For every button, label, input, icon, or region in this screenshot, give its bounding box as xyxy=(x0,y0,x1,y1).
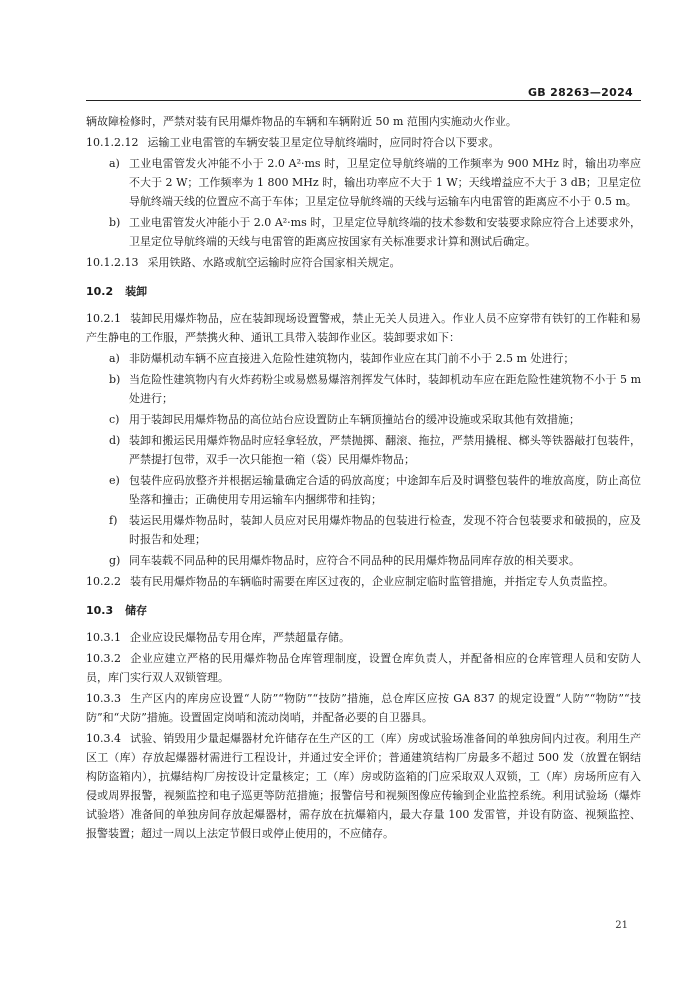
clause-text: 装卸民用爆炸物品，应在装卸现场设置警戒，禁止无关人员进入。作业人员不应穿带有铁钉的工作鞋和易产生静电的工作服，严禁携火种、通讯工具带入装卸作业区。装卸要求如下： xyxy=(86,312,641,344)
clause xyxy=(86,133,641,152)
list-item-text: 同车装载不同品种的民用爆炸物品时，应符合不同品种的民用爆炸物品同库存放的相关要求。 xyxy=(129,554,580,567)
clause-number: 10.1.2.12 xyxy=(86,136,139,149)
list-item xyxy=(86,410,641,429)
list-item-marker: b) xyxy=(109,216,121,229)
section-heading xyxy=(86,601,641,620)
clause xyxy=(86,729,641,843)
list-item-marker: a) xyxy=(109,352,120,365)
list-item-marker: c) xyxy=(109,413,120,426)
clause xyxy=(86,309,641,347)
list-item-text: 包装件应码放整齐并根据运输量确定合适的码放高度；中途卸车后及时调整包装件的堆放高度，防止高位坠落和撞击；正确使用专用运输车内捆绑带和挂钩； xyxy=(129,474,641,506)
section-number: 10.3 xyxy=(86,604,114,617)
list-item-marker: d) xyxy=(109,434,121,447)
list-item xyxy=(86,154,641,211)
section-heading xyxy=(86,282,641,301)
clause-text: 试验、销毁用少量起爆器材允许储存在生产区的工（库）房或试验场准备间的单独房间内过夜。利用生产区工（库）存放起爆器材需进行工程设计，并通过安全评价；普通建筑结构厂房最多不超过 500 发（放置在钢结构防盗箱内），抗爆结构厂房按设计定量核定；工（库）房或防盗箱的门应采取双人双锁，工（库）房场所应有入侵或周界报警，视频监控和电子巡更等防范措施；报警信号和视频图像应传输到企业监控系统。利用试验场（爆炸试验塔）准备间的单独房间存放起爆器材，需存放在抗爆箱内，最大存量 100 发雷管，并设有防盗、视频监控、报警装置；超过一周以上法定节假日或停止使用的，不应储存。 xyxy=(86,732,641,840)
paragraph: 辆故障检修时，严禁对装有民用爆炸物品的车辆和车辆附近 50 m 范围内实施动火作业。 xyxy=(86,115,517,128)
clause xyxy=(86,628,641,647)
page-number: 21 xyxy=(615,920,628,931)
clause-text: 企业应设民爆物品专用仓库，严禁超量存储。 xyxy=(130,631,350,644)
clause-number: 10.3.1 xyxy=(86,631,121,644)
list-item-text: 装卸和搬运民用爆炸物品时应轻拿轻放，严禁抛掷、翻滚、拖拉，严禁用撬棍、榔头等铁器敲打包装件，严禁提打包带，双手一次只能抱一箱（袋）民用爆炸物品； xyxy=(129,434,641,466)
list-item xyxy=(86,213,641,251)
clause-number: 10.3.4 xyxy=(86,732,121,745)
section-title: 装卸 xyxy=(125,285,148,298)
clause xyxy=(86,649,641,687)
list-item-text: 非防爆机动车辆不应直接进入危险性建筑物内，装卸作业应在其门前不小于 2.5 m 处进行； xyxy=(129,352,575,365)
section-title: 储存 xyxy=(125,604,148,617)
list-item-text: 装运民用爆炸物品时，装卸人员应对民用爆炸物品的包装进行检查，发现不符合包装要求和破损的，应及时报告和处理； xyxy=(129,514,641,546)
list-item xyxy=(86,370,641,408)
clause xyxy=(86,689,641,727)
list-item-marker: a) xyxy=(109,157,120,170)
clause-text: 企业应建立严格的民用爆炸物品仓库管理制度，设置仓库负责人，并配备相应的仓库管理人员和安防人员，库门实行双人双锁管理。 xyxy=(86,652,641,684)
clause xyxy=(86,572,641,591)
list-item xyxy=(86,431,641,469)
standard-number: GB 28263—2024 xyxy=(527,86,633,99)
clause-text: 运输工业电雷管的车辆安装卫星定位导航终端时，应同时符合以下要求。 xyxy=(147,136,500,149)
list-item xyxy=(86,471,641,509)
list-item xyxy=(86,349,641,368)
clause xyxy=(86,253,641,272)
document-body xyxy=(86,112,641,845)
section-number: 10.2 xyxy=(86,285,114,298)
clause-number: 10.3.2 xyxy=(86,652,121,665)
clause-number: 10.1.2.13 xyxy=(86,256,139,269)
clause-text: 装有民用爆炸物品的车辆临时需要在库区过夜的，企业应制定临时监管措施，并指定专人负责监控。 xyxy=(130,575,614,588)
clause-text: 采用铁路、水路或航空运输时应符合国家相关规定。 xyxy=(147,256,401,269)
list-item-marker: g) xyxy=(109,554,121,567)
list-item-text: 工业电雷管发火冲能小于 2.0 A²·ms 时，卫星定位导航终端的技术参数和安装要求除应符合上述要求外，卫星定位导航终端的天线与电雷管的距离应按国家有关标准要求计算和测试后确定。 xyxy=(129,216,641,248)
header-rule xyxy=(86,100,641,101)
list-item-text: 当危险性建筑物内有火炸药粉尘或易燃易爆溶剂挥发气体时，装卸机动车应在距危险性建筑物不小于 5 m 处进行； xyxy=(129,373,641,405)
clause-number: 10.2.1 xyxy=(86,312,121,325)
list-item-marker: e) xyxy=(109,474,120,487)
list-item-marker: b) xyxy=(109,373,121,386)
clause-text: 生产区内的库房应设置“人防”“物防”“技防”措施，总仓库区应按 GA 837 的规定设置“人防”“物防”“技防”和“犬防”措施。设置固定岗哨和流动岗哨，并配备必要的自卫器具。 xyxy=(86,692,641,724)
list-item-text: 用于装卸民用爆炸物品的高位站台应设置防止车辆顶撞站台的缓冲设施或采取其他有效措施； xyxy=(129,413,580,426)
list-item-marker: f) xyxy=(109,514,118,527)
list-item xyxy=(86,551,641,570)
list-item xyxy=(86,511,641,549)
clause-number: 10.3.3 xyxy=(86,692,121,705)
clause-number: 10.2.2 xyxy=(86,575,121,588)
list-item-text: 工业电雷管发火冲能不小于 2.0 A²·ms 时，卫星定位导航终端的工作频率为 900 MHz 时，输出功率应不大于 2 W；工作频率为 1 800 MHz 时，输出功率应不大于 1 W；天线增益应不大于 3 dB；卫星定位导航终端天线的位置应不高于车体；卫星定位导航终端的天线与运输车内电雷管的距离应不小于 0.5 m。 xyxy=(129,157,641,208)
